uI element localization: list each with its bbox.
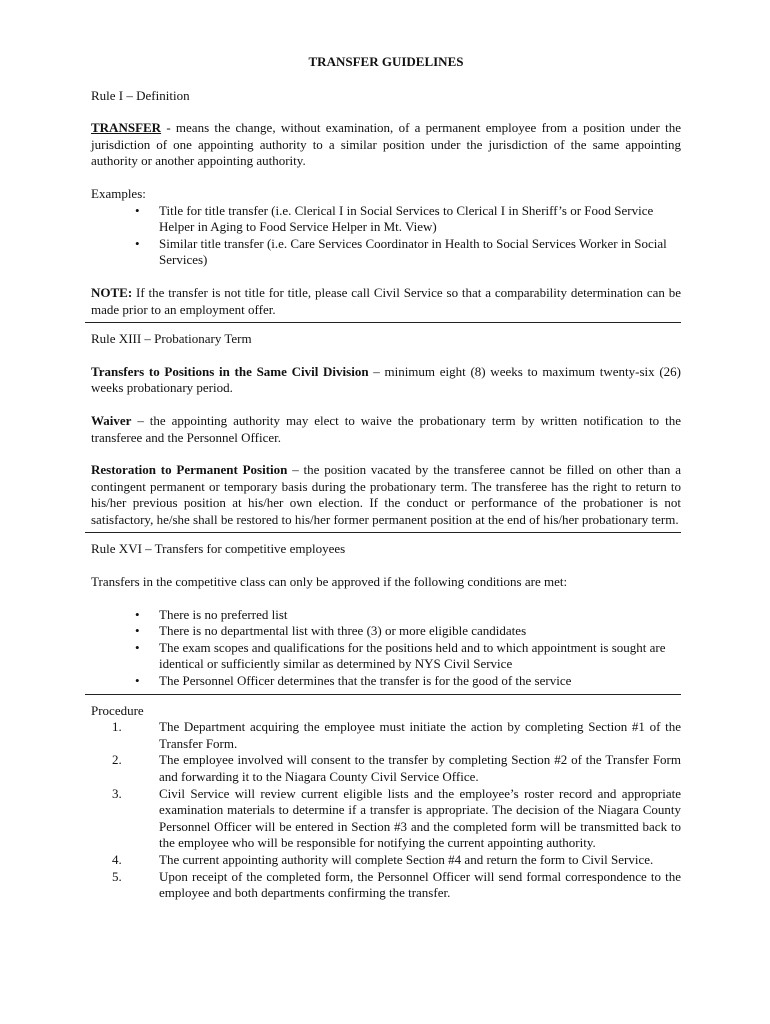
procedure-heading: Procedure (91, 702, 144, 718)
restoration-paragraph: Restoration to Permanent Position – the position vacated by the transferee cannot be filled on other than a contingent permanent or temporary basis during the probationary term. The transferee has the right to return to his/her previous position at his/her own election. If the conduct or performance of the probationer is not satisfactory, he/she shall be restored to his/her former permanent position at the end of his/her probationary term. (91, 462, 681, 527)
bullet-icon: • (135, 673, 140, 689)
conditions-list (91, 607, 681, 690)
section-divider (85, 322, 681, 323)
same-division-paragraph: Transfers to Positions in the Same Civil Division – minimum eight (8) weeks to maximum twenty-six (26) weeks probationary period. (91, 363, 681, 396)
note-paragraph (91, 285, 681, 318)
note-text: If the transfer is not title for title, please call Civil Service so that a comparability determination can be made prior to an employment offer. (91, 284, 681, 317)
examples-label: Examples: (91, 185, 146, 201)
list-item: • The Personnel Officer determines that the transfer is for the good of the service (135, 673, 572, 689)
list-item: • There is no departmental list with three (3) or more eligible candidates (135, 623, 527, 639)
note-label: NOTE: (91, 284, 133, 300)
procedure-steps (91, 719, 681, 902)
rule16-intro: Transfers in the competitive class can only be approved if the following conditions are met: (91, 574, 568, 590)
document-page (91, 54, 681, 902)
section-divider (85, 694, 681, 695)
examples-list (91, 203, 681, 269)
same-division-label: Transfers to Positions in the Same Civil Division (91, 363, 369, 379)
section-divider (85, 532, 681, 533)
document-title: TRANSFER GUIDELINES (308, 54, 464, 69)
rule1-heading: Rule I – Definition (91, 87, 190, 103)
list-item: 1. The Department acquiring the employee must initiate the action by completing Section #1 of the Transfer Form. (112, 719, 681, 751)
waiver-paragraph: Waiver – the appointing authority may elect to waive the probationary term by written notification to the transferee and the Personnel Officer. (91, 412, 681, 445)
rule16-heading: Rule XVI – Transfers for competitive employees (91, 541, 346, 557)
restoration-label: Restoration to Permanent Position (91, 462, 288, 478)
list-item: • Title for title transfer (i.e. Clerical I in Social Services to Clerical I in Sheriff’s or Food Service Helper in Aging to Food Service Helper in Mt. View) (135, 202, 654, 235)
list-item: • The exam scopes and qualifications for the positions held and to which appointment is sought are identical or sufficiently similar as determined by NYS Civil Service (135, 639, 666, 672)
list-item: 4. The current appointing authority will complete Section #4 and return the form to Civil Service. (112, 851, 654, 867)
transfer-definition (91, 120, 681, 170)
bullet-icon: • (135, 623, 140, 639)
waiver-label: Waiver (91, 412, 132, 428)
bullet-icon: • (135, 235, 140, 251)
rule13-heading: Rule XIII – Probationary Term (91, 331, 252, 347)
transfer-term: TRANSFER (91, 120, 162, 136)
list-item: 2. The employee involved will consent to the transfer by completing Section #2 of the Transfer Form and forwarding it to the Niagara County Civil Service Office. (112, 752, 681, 784)
list-item: 3. Civil Service will review current eligible lists and the employee’s roster record and appropriate examination materials to determine if a transfer is appropriate. The decision of the Niagara County Personnel Officer will be entered in Section #3 and the completed form will be transmitted back to the employee who will be responsible for notifying the current appointing authority. (112, 785, 681, 851)
list-item: 5. Upon receipt of the completed form, the Personnel Officer will send formal correspondence to the employee and both departments confirming the transfer. (112, 868, 681, 901)
bullet-icon: • (135, 639, 140, 655)
bullet-icon: • (135, 202, 140, 218)
list-item: • Similar title transfer (i.e. Care Services Coordinator in Health to Social Services Worker in Social Services) (135, 235, 667, 268)
bullet-icon: • (135, 606, 140, 622)
list-item: • There is no preferred list (135, 606, 288, 622)
transfer-definition-text: - means the change, without examination, of a permanent employee from a position under the jurisdiction of one appointing authority to a similar position under the jurisdiction of the same appointing authority or another appointing authority. (91, 120, 681, 169)
